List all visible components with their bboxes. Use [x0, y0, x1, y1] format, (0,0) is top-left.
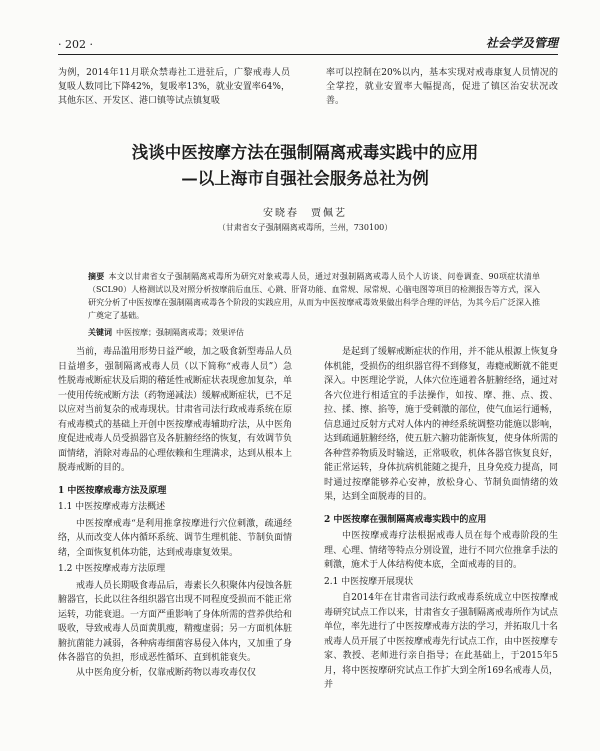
- top-left-text: 为例，2014年11月联众禁毒社工进驻后，广黎戒毒人员复吸人数同比下降42%，复吸率13%，就业安置率64%，其他东区、开发区、港口镇等试点镇复吸: [58, 68, 290, 106]
- journal-section: 社会学及管理: [485, 36, 558, 50]
- top-right-text: 率可以控制在20%以内，基本实现对戒毒康复人员情况的全掌控，就业安置率大幅提高，促进了镇区治安状况改善。: [326, 68, 558, 106]
- paragraph: 是起到了缓解戒断症状的作用，并不能从根源上恢复身体机能，受损伤的组织器官得不到修复，毒瘾戒断就不能更深入。中医理论学说，人体穴位连通着各脏腑经络，通过对各穴位进行相适宜的手法操作，如按、摩、推、点、拨、拉、揉、擦、掐等，施于受刺激的部位，使气血运行通畅，信息通过反射方式对人体内的神经系统调整功能施以影响，达到疏通脏腑经络，使五脏六腑功能渐恢复，使身体所需的各种营养物质及时输送，正常吸收，机体各器官恢复良好，能正常运转，身体抗病机能随之提升，且身免疫力提高，同时通过按摩能够养心安神，放松身心、节制负面情绪的效果，达到全面脱毒的目的。: [324, 347, 559, 502]
- article-body: [58, 345, 558, 751]
- page-header: [58, 34, 558, 55]
- paragraph: 中医按摩戒毒“是利用推拿按摩进行穴位刺激，疏通经络，从而改变人体内循环系统、调节生理机能、节制负面情绪，全面恢复机体功能，达到戒毒康复效果。: [58, 518, 293, 558]
- paragraph: 中医按摩戒毒疗法根据戒毒人员在每个戒毒阶段的生理、心理、情绪等特点分别设置，进行不同穴位推拿手法的刺激，施术于人体结构使本底，全面戒毒的目的。: [324, 531, 559, 570]
- abstract: [88, 270, 540, 339]
- paragraph: 戒毒人员长期吸食毒品后，毒素长久积聚体内侵蚀各脏腑器官，长此以往各组织器官出现不同程度受损而不能正常运转，功能衰退。一方面严重影响了身体所需的营养供给和吸收，导致戒毒人员面黄肌瘦，精瘦虚弱；另一方面机体脏腑抗菌能力减弱，各种病毒细菌容易侵入体内，又加重了身体各器官的负担，形成恶性循环、直到机能衰失。: [58, 580, 293, 663]
- affiliation: （甘肃省女子强制隔离戒毒所，兰州，730100）: [217, 223, 393, 232]
- section-heading: 1 中医按摩戒毒方法及原理: [58, 485, 167, 496]
- article-title: 浅谈中医按摩方法在强制隔离戒毒实践中的应用: [131, 143, 479, 162]
- page-number: · 202 ·: [58, 38, 93, 51]
- abstract-text: 本文以甘肃省女子强制隔离戒毒所为研究对象戒毒人员，通过对强制隔离戒毒人员个人访谈、问卷调查、90项症状清单（SCL90）人格测试以及对照分析按摩前后血压、心跳、肝肾功能、血常规、尿常规、心脑电图等项目的检测报告等方式，深入研究分析了中医按摩在强制隔离戒毒各个阶段的实践应用，从而为中医按摩戒毒效果做出科学合理的评估，为其今后广泛深入推广奠定了基础。: [88, 272, 540, 320]
- article-subtitle: —以上海市自强社会服务总社为例: [181, 169, 429, 188]
- right-column: [324, 345, 558, 751]
- subsection-heading: 1.2 中医按摩戒毒方法原理: [58, 564, 166, 574]
- left-column: [58, 345, 292, 751]
- keywords-text: 中医按摩；强制隔离戒毒；效果评估: [116, 328, 244, 337]
- article-header: [40, 140, 570, 233]
- abstract-label: 摘要: [88, 271, 105, 281]
- paragraph: 当前，毒品滥用形势日益严峻，加之吸食新型毒品人员日益增多，强制隔离戒毒人员（以下简称“戒毒人员”）急性脱毒戒断症状及后期的稽延性戒断症状表现愈加复杂，单一使用传统戒断方法（药物递减法）缓解戒断症状，已不足以应对当前复杂的戒毒现状。甘肃省司法行政戒毒系统在原有戒毒模式的基础上开创中医按摩戒毒辅助疗法，从中医角度促进戒毒人员受损器官及各脏腑经络的恢复，有效调节负面情绪，消除对毒品的心理依赖和生理满求，达到从根本上脱毒戒断的目的。: [58, 347, 293, 473]
- subsection-heading: 1.1 中医按摩戒毒方法概述: [58, 502, 166, 512]
- paragraph: 自2014年在甘肃省司法行政戒毒系统成立中医按摩戒毒研究试点工作以来，甘肃省女子强制隔离戒毒所作为试点单位，率先进行了中医按摩戒毒方法的学习，并拓取几十名戒毒人员开展了中医按摩戒毒先行试点工作，由中医按摩专家、教授、老师进行亲自指导；在此基础上，于2015年5月，将中医按摩研究试点工作扩大到全所169名戒毒人员，并: [324, 593, 559, 690]
- subsection-heading: 2.1 中医按摩开展现状: [324, 576, 414, 587]
- previous-article-tail: [58, 66, 558, 108]
- section-heading: 2 中医按摩在强制隔离戒毒实践中的应用: [324, 514, 487, 525]
- authors: 安晓春 贾佩艺: [263, 208, 347, 219]
- paragraph: 从中医角度分析，仅靠戒断药物以毒攻毒仅仅: [76, 667, 257, 678]
- keywords-label: 关键词: [88, 327, 112, 337]
